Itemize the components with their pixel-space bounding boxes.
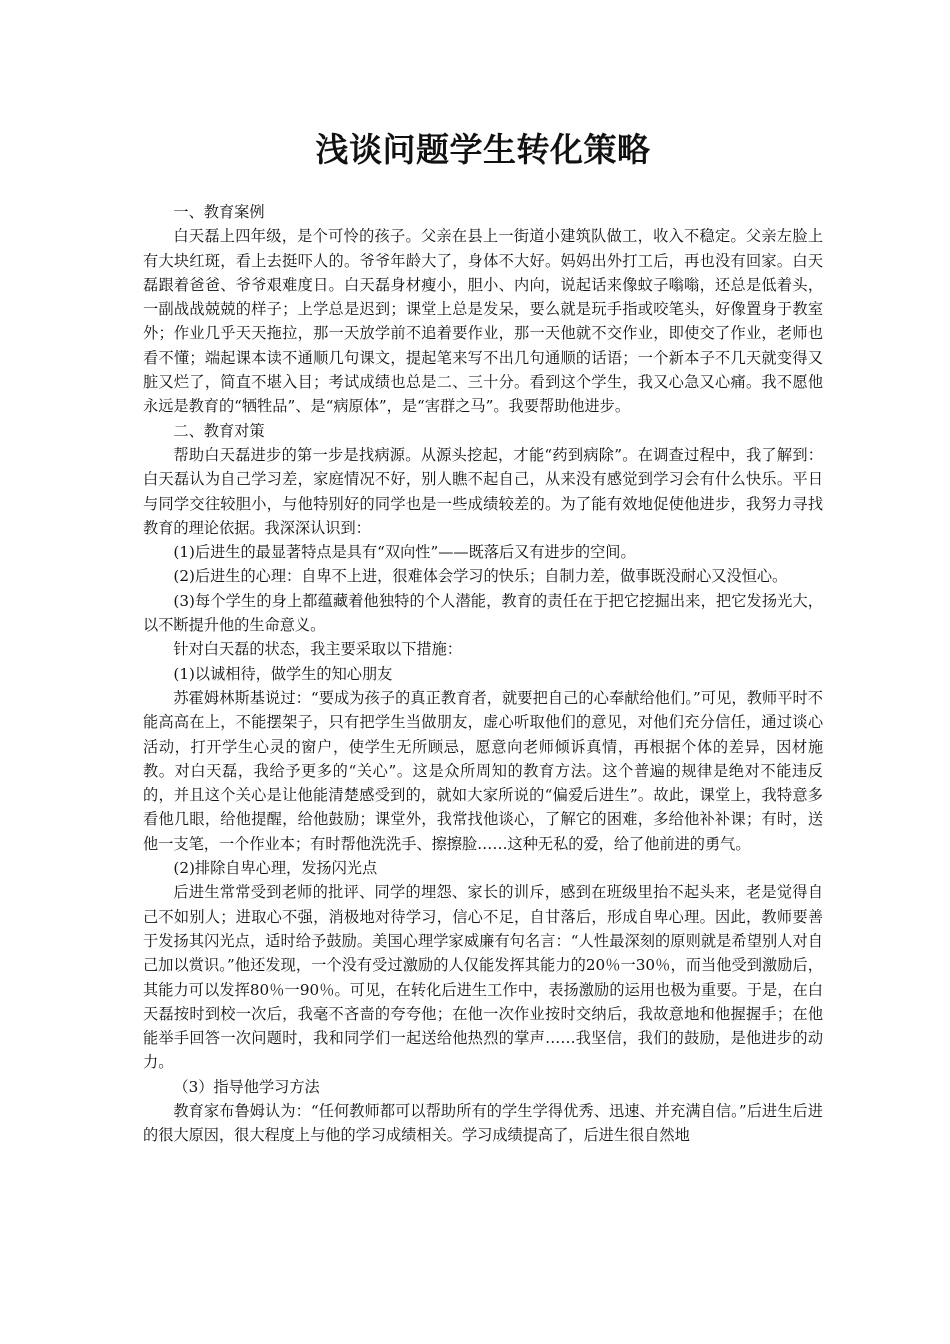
paragraph: 后进生常常受到老师的批评、同学的埋怨、家长的训斥，感到在班级里抬不起头来，老是觉得自己不如别人；进取心不强，消极地对待学习，信心不足，自甘落后，形成自卑心理。因此，教师要善于发扬其闪光点，适时给予鼓励。美国心理学家威廉有句名言：“人性最深刻的原则就是希望别人对自己加以赏识。”他还发现，一个没有受过激励的人仅能发挥其能力的20％一30％，而当他受到激励后，其能力可以发挥80％一90％。可见，在转化后进生工作中，表扬激励的运用也极为重要。于是，在白天磊按时到校一次后，我毫不吝啬的夸夸他；在他一次作业按时交纳后，我故意地和他握握手；在他能举手回答一次问题时，我和同学们一起送给他热烈的掌声……我坚信，我们的鼓励，是他进步的动力。 <box>143 883 823 1072</box>
paragraph: 苏霍姆林斯基说过：“要成为孩子的真正教育者，就要把自己的心奉献给他们。”可见，教师平时不能高高在上，不能摆架子，只有把学生当做朋友，虚心听取他们的意见，对他们充分信任，通过谈心活动，打开学生心灵的窗户，使学生无所顾忌，愿意向老师倾诉真情，再根据个体的差异，因材施教。对白天磊，我给予更多的“关心”。这是众所周知的教育方法。这个普遍的规律是绝对不能违反的，并且这个关心是让他能清楚感受到的，就如大家所说的“偏爱后进生”。故此，课堂上，我特意多看他几眼，给他提醒，给他鼓励；课堂外，我常找他谈心，了解它的困难，多给他补补课；有时，送他一支笔，一个作业本；有时帮他洗洗手、擦擦脸……这种无私的爱，给了他前进的勇气。 <box>143 688 823 853</box>
document-title: 浅谈问题学生转化策略 <box>315 130 651 169</box>
paragraph: 针对白天磊的状态，我主要采取以下措施： <box>173 640 462 659</box>
subheading: (1)以诚相待，做学生的知心朋友 <box>173 664 393 683</box>
list-item: (3)每个学生的身上都蕴藏着他独特的个人潜能，教育的责任在于把它挖掘出来，把它发扬光大，以不断提升他的生命意义。 <box>143 591 823 635</box>
paragraph: 帮助白天磊进步的第一步是找病源。从源头挖起，才能“药到病除”。在调查过程中，我了解到：白天磊认为自己学习差，家庭情况不好，别人瞧不起自己，从来没有感觉到学习会有什么快乐。平日与同学交往较胆小，与他特别好的同学也是一些成绩较差的。为了能有效地促使他进步，我努力寻找教育的理论依据。我深深认识到： <box>143 445 823 537</box>
document-body <box>143 200 823 1148</box>
list-item: (2)后进生的心理：自卑不上进，很难体会学习的快乐；自制力差，做事既没耐心又没恒心。 <box>173 567 788 586</box>
paragraph: 教育家布鲁姆认为：“任何教师都可以帮助所有的学生学得优秀、迅速、并充满自信。”后进生后进的很大原因，很大程度上与他的学习成绩相关。学习成绩提高了，后进生很自然地 <box>143 1101 823 1145</box>
paragraph: 白天磊上四年级，是个可怜的孩子。父亲在县上一街道小建筑队做工，收入不稳定。父亲左脸上有大块红斑，看上去挺吓人的。爷爷年龄大了，身体不大好。妈妈出外打工后，再也没有回家。白天磊跟着爸爸、爷爷艰难度日。白天磊身材瘦小，胆小、内向，说起话来像蚊子嗡嗡，还总是低着头，一副战战兢兢的样子；上学总是迟到；课堂上总是发呆，要么就是玩手指或咬笔头，好像置身于教室外；作业几乎天天拖拉，那一天放学前不追着要作业，那一天他就不交作业，即使交了作业，老师也看不懂；端起课本读不通顺几句课文，提起笔来写不出几句通顺的话语；一个新本子不几天就变得又脏又烂了，简直不堪入目；考试成绩也总是二、三十分。看到这个学生，我又心急又心痛。我不愿他永远是教育的“牺牲品”、是“病原体”，是“害群之马”。我要帮助他进步。 <box>143 227 823 416</box>
subheading: （3）指导他学习方法 <box>173 1077 320 1096</box>
section-heading-strategy: 二、教育对策 <box>173 421 265 440</box>
section-heading-case: 一、教育案例 <box>173 203 265 221</box>
subheading: (2)排除自卑心理，发扬闪光点 <box>173 859 378 878</box>
document-page <box>143 128 823 1148</box>
list-item: (1)后进生的最显著特点是具有“双向性”——既落后又有进步的空间。 <box>173 543 636 562</box>
